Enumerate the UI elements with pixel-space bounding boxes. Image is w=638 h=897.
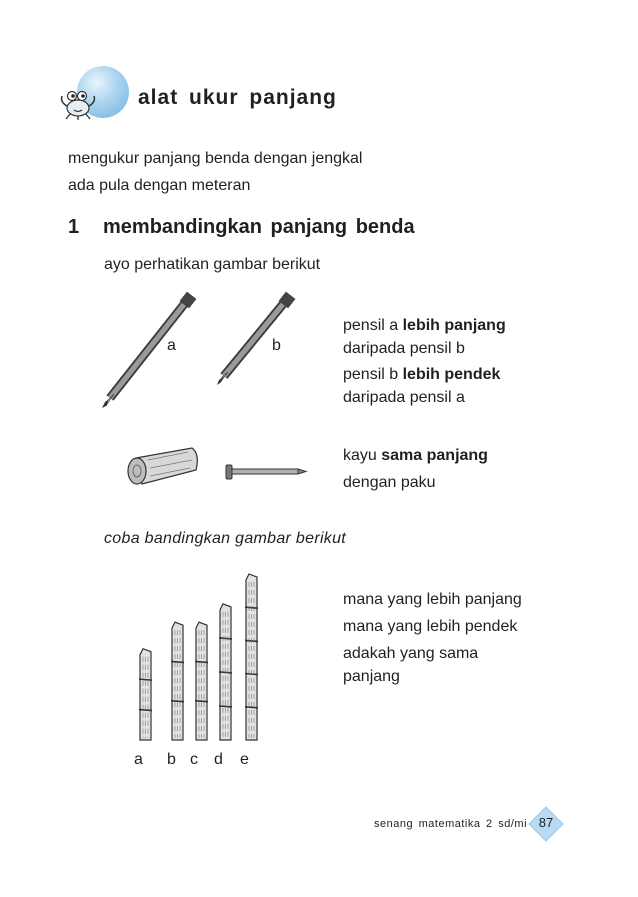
text-line: pensil a: [343, 317, 403, 334]
section-subtitle: ayo perhatikan gambar berikut: [104, 256, 321, 273]
intro-line: mengukur panjang benda dengan jengkal: [68, 150, 363, 167]
pencil-b-label: b: [272, 337, 281, 354]
bamboo-stick-e: [245, 574, 258, 740]
text-line: dengan paku: [343, 474, 436, 491]
section-number: 1: [68, 216, 80, 238]
compare-questions: [343, 586, 522, 688]
wood-nail-description: [343, 444, 488, 494]
question-line: mana yang lebih panjang: [343, 591, 522, 608]
compare-instruction: coba bandingkan gambar berikut: [104, 530, 347, 547]
wood-nail-illustration: [120, 440, 310, 500]
bold-phrase: lebih panjang: [402, 317, 506, 334]
pencil-b-icon: [217, 292, 295, 385]
page-number: 87: [538, 815, 554, 830]
page-title: alat ukur panjang: [138, 86, 337, 109]
bold-phrase: sama panjang: [381, 447, 488, 464]
nail-icon: [226, 465, 306, 479]
bamboo-stick-d: [219, 604, 232, 740]
text-line: daripada pensil a: [343, 389, 465, 406]
pencil-a-icon: [102, 292, 196, 408]
book-title-footer: senang matematika 2 sd/mi: [374, 818, 528, 830]
stick-label-c: c: [190, 751, 198, 768]
wood-log-icon: [128, 448, 197, 484]
question-line: mana yang lebih pendek: [343, 618, 518, 635]
pencil-a-label: a: [167, 337, 176, 354]
text-line: pensil b: [343, 366, 403, 383]
stick-label-a: a: [134, 751, 143, 768]
bamboo-stick-b: [171, 622, 184, 740]
bold-phrase: lebih pendek: [402, 366, 501, 383]
question-line: adakah yang sama: [343, 645, 479, 662]
intro-line: ada pula dengan meteran: [68, 177, 251, 194]
question-line: panjang: [343, 668, 400, 685]
bamboo-sticks-illustration: [120, 566, 270, 746]
stick-label-b: b: [167, 751, 176, 768]
stick-label-d: d: [214, 751, 223, 768]
pencils-description: [343, 314, 506, 409]
bamboo-stick-c: [195, 622, 208, 740]
stick-label-e: e: [240, 751, 249, 768]
text-line: daripada pensil b: [343, 340, 465, 357]
intro-text: [68, 145, 362, 199]
bamboo-stick-a: [139, 649, 152, 740]
text-line: kayu: [343, 447, 382, 464]
section-title: membandingkan panjang benda: [103, 216, 415, 238]
crab-mascot-icon: [58, 86, 98, 120]
